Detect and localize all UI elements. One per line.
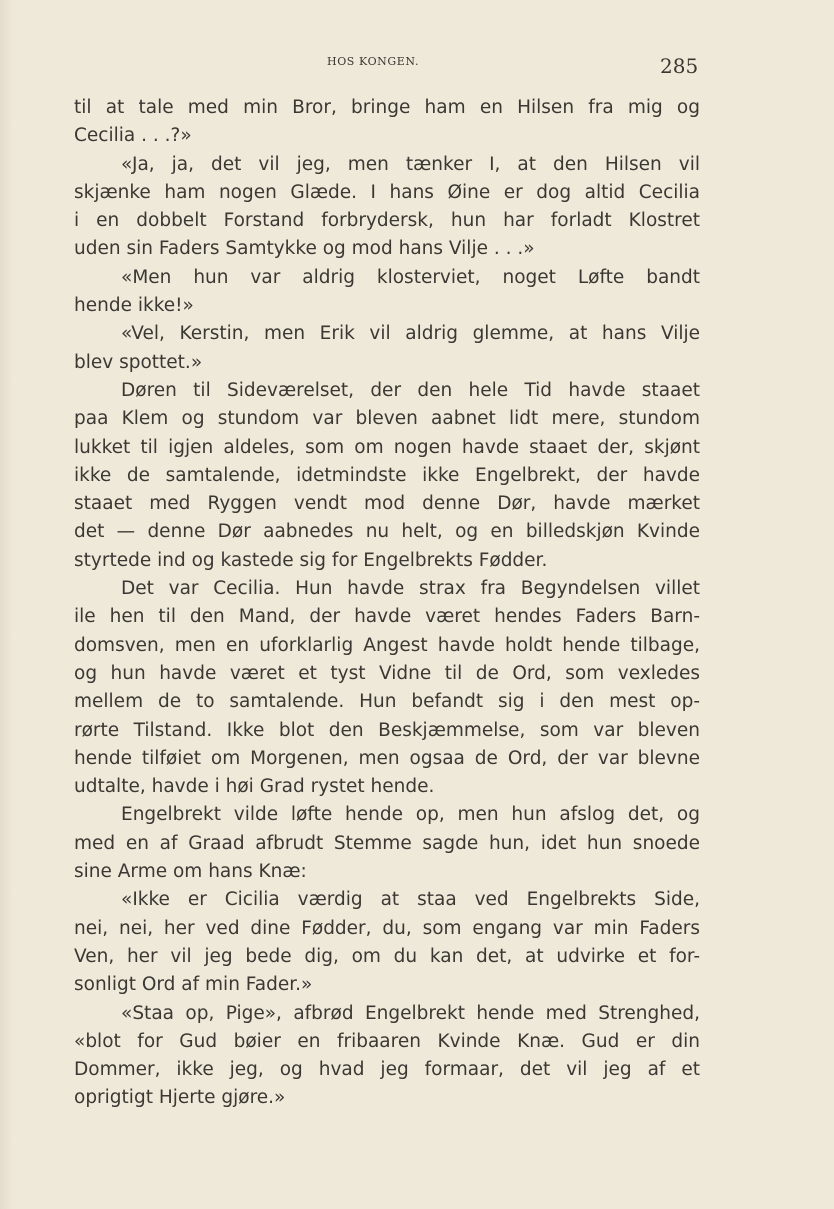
running-head: HOS KONGEN.: [327, 55, 420, 68]
text-line: nei, nei, her ved dine Fødder, du, som engang var min Faders: [74, 917, 700, 939]
text-line: oprigtigt Hjerte gjøre.»: [74, 1087, 286, 1109]
text-line: lukket til igjen aldeles, som om nogen havde staaet der, skjønt: [74, 436, 700, 458]
text-line: til at tale med min Bror, bringe ham en Hilsen fra mig og: [74, 97, 700, 118]
text-line: Dommer, ikke jeg, og hvad jeg formaar, det vil jeg af et: [74, 1059, 700, 1081]
text-line: «Ikke er Cicilia værdig at staa ved Engelbrekts Side,: [121, 889, 700, 911]
text-line: «Men hun var aldrig klosterviet, noget Løfte bandt: [121, 266, 700, 288]
text-line: udtalte, havde i høi Grad rystet hende.: [74, 776, 435, 798]
text-line: «Staa op, Pige», afbrød Engelbrekt hende med Strenghed,: [121, 1002, 700, 1024]
text-line: hende tilføiet om Morgenen, men ogsaa de Ord, der var blevne: [74, 747, 700, 769]
text-line: «Vel, Kerstin, men Erik vil aldrig glemme, at hans Vilje: [121, 323, 700, 345]
text-line: Det var Cecilia. Hun havde strax fra Begyndelsen villet: [121, 578, 700, 600]
text-line: ikke de samtalende, idetmindste ikke Engelbrekt, der havde: [74, 464, 700, 486]
text-line: hende ikke!»: [74, 295, 194, 317]
body-text: [74, 94, 700, 1113]
text-line: sonligt Ord af min Fader.»: [74, 974, 313, 996]
text-line: styrtede ind og kastede sig for Engelbrekts Fødder.: [74, 549, 548, 571]
text-line: Cecilia . . .?»: [74, 125, 192, 147]
text-line: domsven, men en uforklarlig Angest havde holdt hende tilbage,: [74, 634, 700, 656]
text-line: uden sin Faders Samtykke og mod hans Vilje . . .»: [74, 238, 535, 260]
text-line: og hun havde været et tyst Vidne til de Ord, som vexledes: [74, 662, 700, 684]
text-line: med en af Graad afbrudt Stemme sagde hun, idet hun snoede: [74, 832, 700, 854]
text-line: Engelbrekt vilde løfte hende op, men hun afslog det, og: [121, 804, 700, 826]
page-header: [0, 52, 834, 82]
text-line: staaet med Ryggen vendt mod denne Dør, havde mærket: [74, 493, 700, 515]
text-line: i en dobbelt Forstand forbrydersk, hun har forladt Klostret: [74, 210, 700, 232]
page-number: 285: [660, 54, 699, 78]
text-line: Døren til Sideværelset, der den hele Tid havde staaet: [121, 379, 700, 401]
text-line: skjænke ham nogen Glæde. I hans Øine er dog altid Cecilia: [74, 181, 700, 203]
text-line: «blot for Gud bøier en fribaaren Kvinde Knæ. Gud er din: [74, 1030, 700, 1052]
text-line: mellem de to samtalende. Hun befandt sig i den mest op-: [74, 691, 700, 713]
text-line: Ven, her vil jeg bede dig, om du kan det, at udvirke et for-: [74, 945, 700, 967]
text-line: paa Klem og stundom var bleven aabnet lidt mere, stundom: [74, 408, 700, 430]
text-line: det — denne Dør aabnedes nu helt, og en billedskjøn Kvinde: [74, 521, 700, 543]
text-line: rørte Tilstand. Ikke blot den Beskjæmmelse, som var bleven: [74, 719, 700, 741]
text-line: sine Arme om hans Knæ:: [74, 861, 307, 883]
text-line: blev spottet.»: [74, 351, 203, 373]
text-line: «Ja, ja, det vil jeg, men tænker I, at den Hilsen vil: [121, 153, 700, 175]
text-line: ile hen til den Mand, der havde været hendes Faders Barn-: [74, 606, 700, 628]
